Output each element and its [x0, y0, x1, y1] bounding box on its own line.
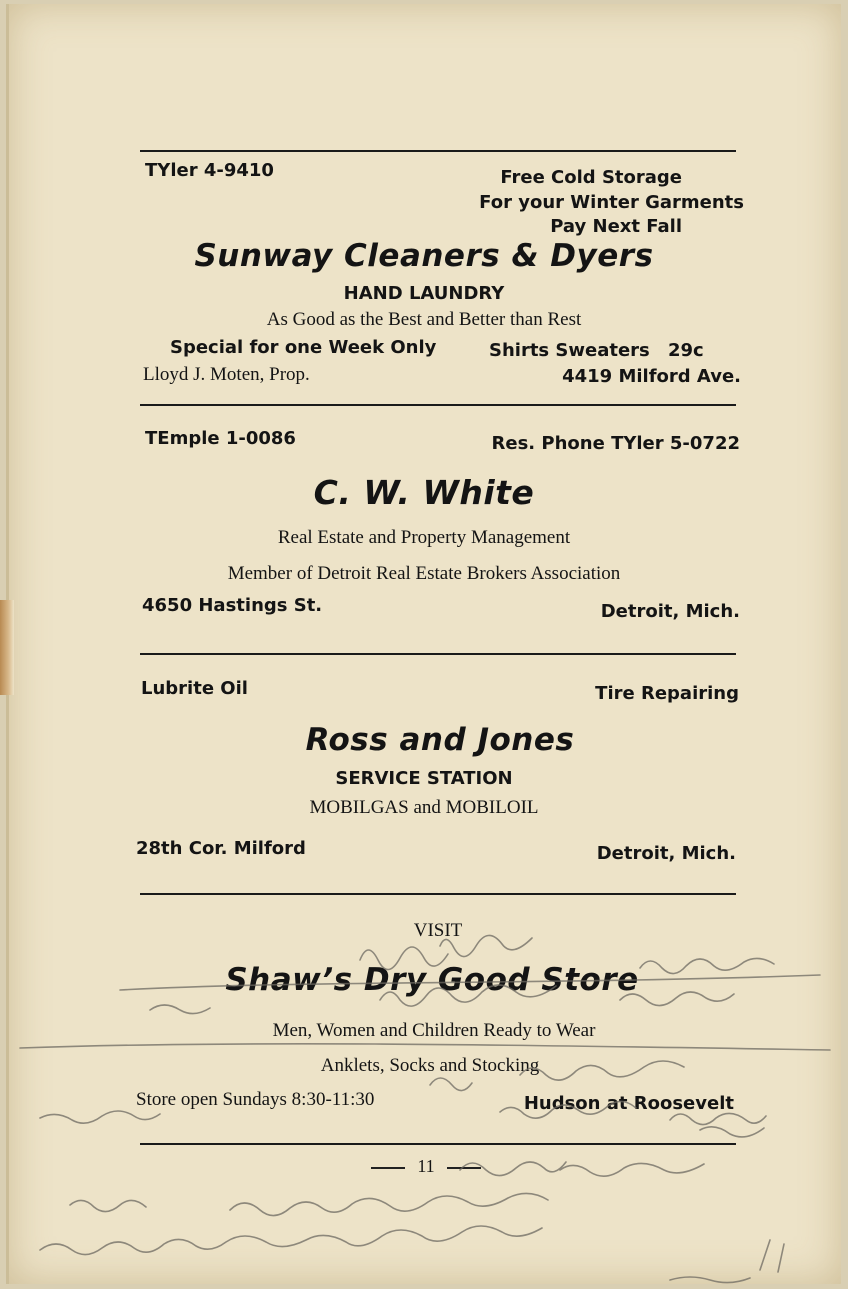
sunway-phone: TYler 4-9410 [145, 160, 274, 181]
ross-address: 28th Cor. Milford [136, 838, 306, 859]
white-line-2: Member of Detroit Real Estate Brokers Association [227, 563, 621, 584]
white-address: 4650 Hastings St. [142, 595, 323, 616]
white-name: C. W. White [313, 473, 535, 512]
shaw-name: Shaw’s Dry Good Store [225, 962, 639, 998]
ross-subtitle: SERVICE STATION [335, 768, 513, 789]
white-line-1: Real Estate and Property Management [277, 527, 571, 548]
shaw-line-2: Anklets, Socks and Stocking [320, 1055, 540, 1076]
sunway-promo-3: Pay Next Fall [550, 216, 682, 237]
shaw-line-1: Men, Women and Children Ready to Wear [272, 1020, 596, 1041]
shaw-address: Hudson at Roosevelt [523, 1093, 734, 1114]
ross-city: Detroit, Mich. [596, 843, 736, 864]
ross-line-1: MOBILGAS and MOBILOIL [309, 797, 539, 818]
page-number-value: 11 [417, 1156, 435, 1176]
ross-right: Tire Repairing [595, 683, 739, 704]
ross-name: Ross and Jones [305, 722, 575, 758]
shaw-visit: VISIT [413, 920, 463, 941]
sunway-proprietor: Lloyd J. Moten, Prop. [143, 364, 310, 385]
sunway-promo-1: Free Cold Storage [500, 167, 682, 188]
white-phone: TEmple 1-0086 [145, 428, 296, 449]
shaw-hours: Store open Sundays 8:30-11:30 [136, 1089, 375, 1110]
sunway-slogan: As Good as the Best and Better than Rest [266, 309, 582, 330]
sunway-promo-2: For your Winter Garments [479, 192, 744, 213]
sunway-subtitle: HAND LAUNDRY [343, 283, 505, 304]
sunway-special: Special for one Week Only [170, 337, 437, 358]
ross-left: Lubrite Oil [141, 678, 248, 699]
sunway-name: Sunway Cleaners & Dyers [194, 238, 654, 274]
white-city: Detroit, Mich. [600, 601, 740, 622]
sunway-special-items: Shirts Sweaters [489, 340, 650, 361]
white-res-phone: Res. Phone TYler 5-0722 [491, 433, 740, 454]
sunway-special-price: 29c [668, 340, 704, 361]
sunway-address: 4419 Milford Ave. [562, 366, 741, 387]
